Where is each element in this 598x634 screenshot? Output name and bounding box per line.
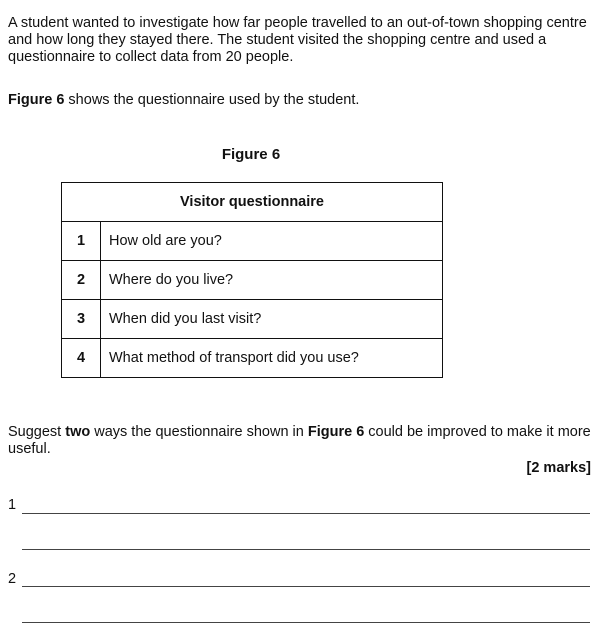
figure-title: Figure 6: [221, 146, 281, 163]
figure-reference-paragraph: [8, 92, 593, 109]
prompt-text-2: ways the questionnaire shown in: [90, 424, 308, 440]
question-text: When did you last visit?: [101, 300, 443, 339]
question-text: How old are you?: [101, 222, 443, 261]
question-text: What method of transport did you use?: [101, 339, 443, 378]
answer-line-1b[interactable]: [22, 549, 590, 550]
table-header: Visitor questionnaire: [62, 183, 443, 222]
question-number: 3: [62, 300, 101, 339]
question-number: 1: [62, 222, 101, 261]
figure-ref-bold: Figure 6: [8, 92, 65, 108]
table-row: [62, 261, 443, 300]
table-row: [62, 222, 443, 261]
marks-label: [2 marks]: [526, 460, 591, 476]
question-text: Where do you live?: [101, 261, 443, 300]
question-number: 2: [62, 261, 101, 300]
prompt-text-1: Suggest: [8, 424, 66, 440]
table-row: [62, 300, 443, 339]
table-row: [62, 339, 443, 378]
answer-line-1a[interactable]: [22, 513, 590, 514]
answer-line-2a[interactable]: [22, 586, 590, 587]
answer-number-2: 2: [8, 571, 17, 587]
questionnaire-table: [61, 182, 443, 378]
question-prompt: [8, 424, 593, 458]
figure-ref-text: shows the questionnaire used by the student.: [64, 92, 360, 108]
intro-paragraph: A student wanted to investigate how far people travelled to an out-of-town shopping centre and how long they stayed there. The student visited the shopping centre and used a questionnaire to collect data from 20 people.: [8, 15, 587, 65]
answer-line-2b[interactable]: [22, 622, 590, 623]
table-header-row: [62, 183, 443, 222]
question-number: 4: [62, 339, 101, 378]
answer-number-1: 1: [8, 497, 17, 513]
prompt-bold-figure: Figure 6: [307, 424, 365, 440]
prompt-text-3: could be improved to make it more useful.: [8, 424, 591, 457]
prompt-bold-two: two: [65, 424, 91, 440]
